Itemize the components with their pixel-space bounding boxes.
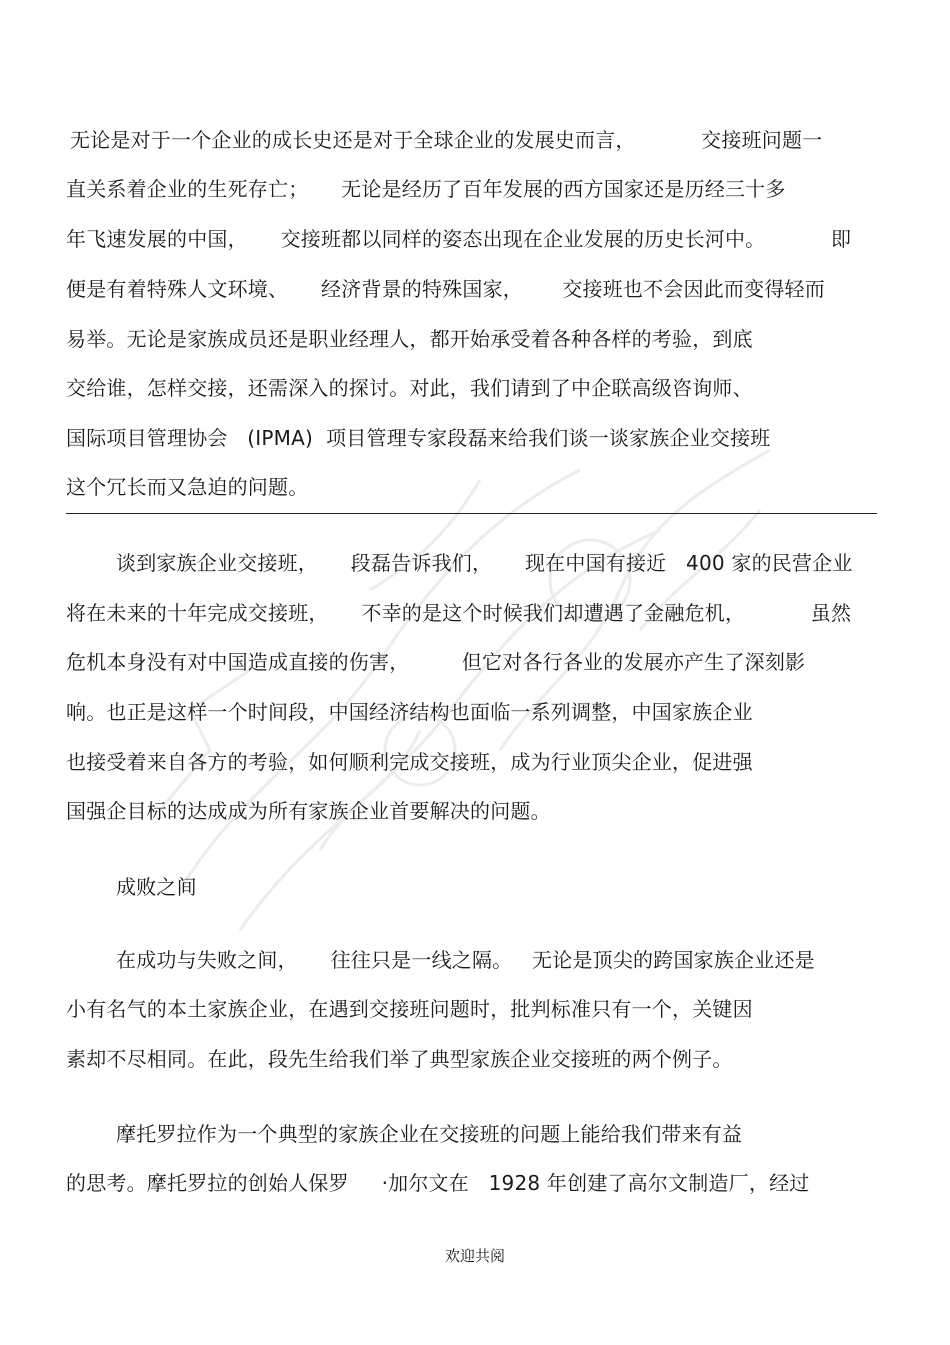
intro-line-4: 便是有着特殊人文环境、 经济背景的特殊国家， 交接班也不会因此而变得轻而 bbox=[66, 277, 825, 301]
section2-line-2: 小有名气的本土家族企业，在遇到交接班问题时，批判标准只有一个，关键因 bbox=[66, 997, 753, 1021]
intro-line-3: 年飞速发展的中国， 交接班都以同样的姿态出现在企业发展的历史长河中。 即 bbox=[66, 227, 852, 251]
section1-line-1: 谈到家族企业交接班， 段磊告诉我们， 现在中国有接近 400 家的民营企业 bbox=[116, 551, 853, 575]
section1-line-6: 国强企目标的达成成为所有家族企业首要解决的问题。 bbox=[66, 799, 551, 823]
section1-line-4: 响。也正是这样一个时间段，中国经济结构也面临一系列调整，中国家族企业 bbox=[66, 700, 753, 724]
section1-line-2: 将在未来的十年完成交接班， 不幸的是这个时候我们却遭遇了金融危机， 虽然 bbox=[66, 601, 852, 625]
intro-line-5: 易举。无论是家族成员还是职业经理人，都开始承受着各种各样的考验，到底 bbox=[66, 327, 753, 351]
intro-line-7: 国际项目管理协会 (IPMA) 项目管理专家段磊来给我们谈一谈家族企业交接班 bbox=[66, 426, 771, 450]
horizontal-divider bbox=[66, 513, 877, 514]
section-heading: 成败之间 bbox=[116, 875, 197, 899]
section2-line-1: 在成功与失败之间， 往往只是一线之隔。 无论是顶尖的跨国家族企业还是 bbox=[116, 948, 815, 972]
intro-line-6: 交给谁，怎样交接，还需深入的探讨。对此，我们请到了中企联高级咨询师、 bbox=[66, 376, 753, 400]
section2-line-3: 素却不尽相同。在此，段先生给我们举了典型家族企业交接班的两个例子。 bbox=[66, 1047, 733, 1071]
page-footer: 欢迎共阅 bbox=[444, 1247, 505, 1265]
section3-line-2: 的思考。摩托罗拉的创始人保罗 ·加尔文在 1928 年创建了高尔文制造厂，经过 bbox=[66, 1171, 810, 1195]
intro-line-2: 直关系着企业的生死存亡； 无论是经历了百年发展的西方国家还是历经三十多 bbox=[66, 177, 786, 201]
section3-line-1: 摩托罗拉作为一个典型的家族企业在交接班的问题上能给我们带来有益 bbox=[116, 1122, 743, 1146]
watermark-graphic bbox=[120, 330, 820, 950]
section1-line-3: 危机本身没有对中国造成直接的伤害， 但它对各行各业的发展亦产生了深刻影 bbox=[66, 650, 806, 674]
intro-line-1: 无论是对于一个企业的成长史还是对于全球企业的发展史而言， 交接班问题一 bbox=[70, 128, 823, 152]
intro-line-8: 这个冗长而又急迫的问题。 bbox=[66, 475, 309, 499]
section1-line-5: 也接受着来自各方的考验，如何顺利完成交接班，成为行业顶尖企业，促进强 bbox=[66, 750, 753, 774]
